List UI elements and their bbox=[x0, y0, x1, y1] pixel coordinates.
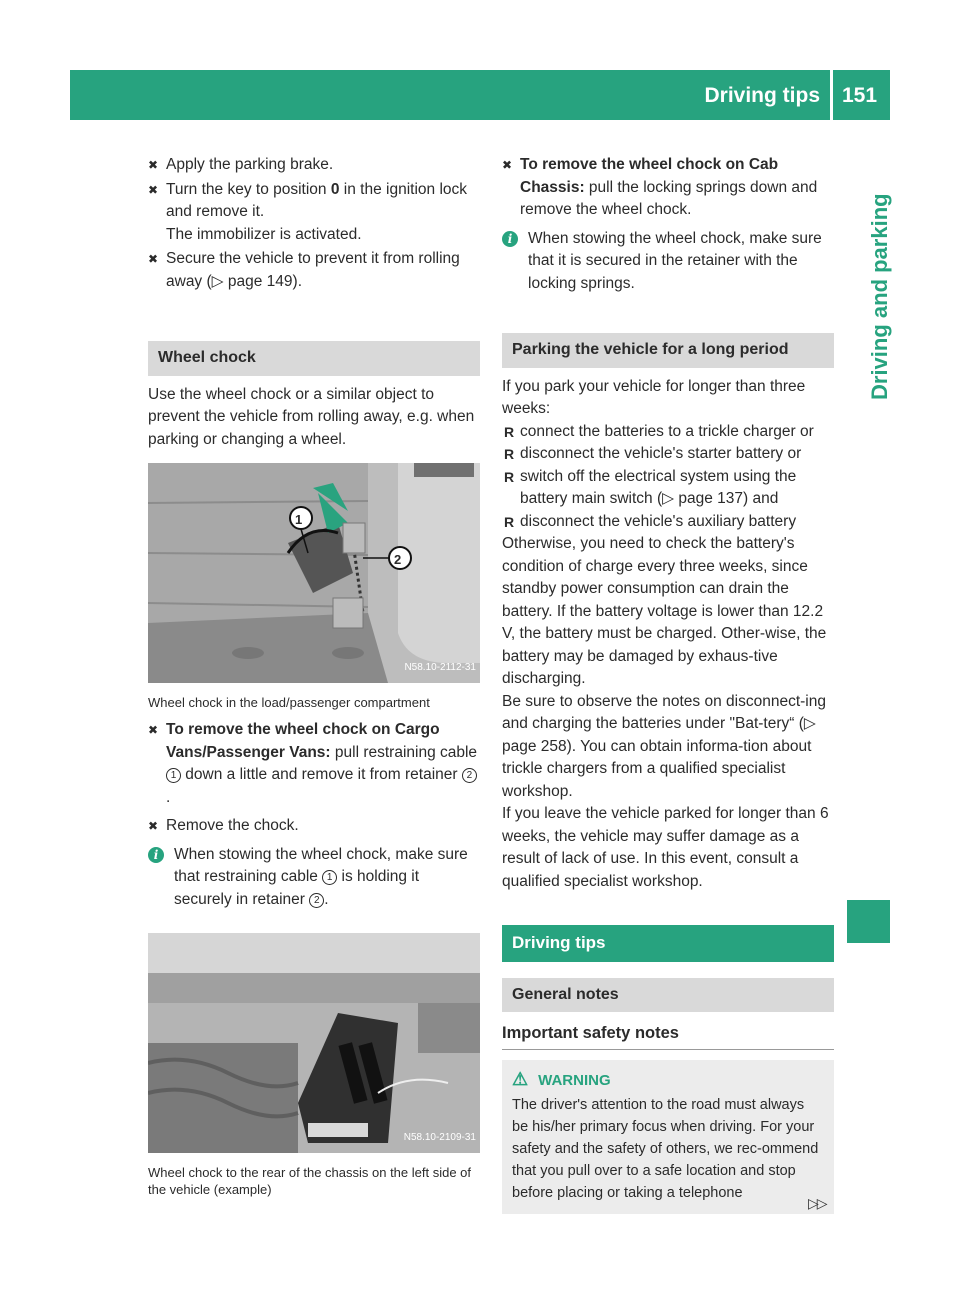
list-item: R switch off the electrical system using the battery main switch (▷ page 137) and bbox=[504, 467, 797, 507]
section-heading: Parking the vehicle for a long period bbox=[502, 333, 834, 368]
info-note: i When stowing the wheel chock, make sure that restraining cable 1 is holding it securely in retainer 2 . bbox=[148, 844, 480, 912]
warning-text: The driver's attention to the road must always be his/her primary focus when driving. For your safety and the safety of others, we rec-ommend that you pull over to a safe location and stop before placing or taking a telephone bbox=[512, 1096, 819, 1201]
callout-1: 1 bbox=[295, 512, 303, 527]
bullet-icon: R bbox=[504, 446, 515, 462]
page-number: 151 bbox=[842, 84, 878, 107]
step-arrow-icon: ✖ bbox=[502, 158, 513, 172]
step-item: ✖ Remove the chock. bbox=[148, 815, 480, 838]
callout-2-inline: 2 bbox=[309, 893, 324, 908]
paragraph: If you leave the vehicle parked for longer than 6 weeks, the vehicle may suffer damage as a result of lack of use. In this event, consult a qualified specialist workshop. bbox=[502, 805, 829, 890]
header-title: Driving tips bbox=[704, 84, 820, 107]
figure-caption: Wheel chock to the rear of the chassis on the left side of the vehicle (example) bbox=[148, 1165, 472, 1197]
step-arrow-icon: ✖ bbox=[148, 182, 159, 197]
right-column bbox=[502, 154, 834, 1214]
figure-caption: Wheel chock in the load/passenger compartment bbox=[148, 695, 430, 710]
figure-code: N58.10-2112-31 bbox=[404, 661, 476, 673]
subheading: Important safety notes bbox=[502, 1024, 679, 1042]
callout-2-inline: 2 bbox=[462, 768, 477, 783]
section-heading: General notes bbox=[502, 978, 834, 1013]
callout-1-inline: 1 bbox=[166, 768, 181, 783]
bullet-icon: R bbox=[504, 423, 515, 440]
step-item: ✖ Apply the parking brake. bbox=[148, 154, 480, 177]
section-heading: Wheel chock bbox=[148, 341, 480, 376]
step-arrow-icon: ✖ bbox=[148, 723, 159, 737]
callout-1-inline: 1 bbox=[322, 870, 337, 885]
callout-2: 2 bbox=[394, 552, 402, 567]
figure-wheel-chock-chassis bbox=[148, 933, 480, 1153]
chapter-heading: Driving tips bbox=[502, 925, 834, 962]
step-item: ✖ Turn the key to position 0 in the ignition lock and remove it. The immobilizer is activated. bbox=[148, 180, 468, 243]
info-icon: i bbox=[148, 847, 164, 863]
warning-triangle-icon: ⚠ bbox=[512, 1068, 529, 1089]
paragraph: Use the wheel chock or a similar object to prevent the vehicle from rolling away, e.g. when parking or changing a wheel. bbox=[148, 385, 475, 448]
info-icon: i bbox=[502, 231, 518, 247]
list-item: R connect the batteries to a trickle charger or bbox=[502, 421, 834, 444]
warning-box bbox=[502, 1060, 834, 1214]
step-item: ✖ To remove the wheel chock on Cargo Vans/Passenger Vans: pull restraining cable 1 down a little and remove it from retainer 2. bbox=[148, 721, 478, 806]
left-column bbox=[148, 154, 480, 1198]
list-item: R disconnect the vehicle's auxiliary battery bbox=[502, 511, 834, 534]
divider bbox=[502, 1049, 834, 1050]
paragraph: If you park your vehicle for longer than three weeks: bbox=[502, 377, 806, 417]
step-item: ✖ To remove the wheel chock on Cab Chassis: pull the locking springs down and remove the wheel chock. bbox=[502, 156, 818, 218]
continued-icon: ▷▷ bbox=[808, 1195, 826, 1211]
warning-header: ⚠ WARNING bbox=[512, 1068, 611, 1089]
list-item: R disconnect the vehicle's starter battery or bbox=[502, 443, 834, 466]
step-arrow-icon: ✖ bbox=[148, 158, 159, 172]
wheel-chock-chassis-image bbox=[148, 933, 480, 1153]
paragraph: Be sure to observe the notes on disconnect-ing and charging the batteries under "Bat-tery“ (▷ page 258). You can obtain informa-tion about trickle chargers from a qualified specialist workshop. bbox=[502, 692, 826, 800]
bullet-icon: R bbox=[504, 468, 515, 485]
step-result: The immobilizer is activated. bbox=[166, 225, 362, 243]
side-tab-label: Driving and parking bbox=[867, 193, 892, 400]
info-note: i When stowing the wheel chock, make sure that it is secured in the retainer with the locking springs. bbox=[502, 228, 834, 296]
figure-code: N58.10-2109-31 bbox=[403, 1131, 476, 1143]
figure-wheel-chock-compartment bbox=[148, 463, 480, 683]
header-divider bbox=[830, 70, 833, 120]
side-tab-marker bbox=[847, 900, 890, 943]
step-item: ✖ Secure the vehicle to prevent it from rolling away (▷ page 149). bbox=[148, 250, 460, 290]
step-arrow-icon: ✖ bbox=[148, 819, 159, 833]
bullet-icon: R bbox=[504, 513, 515, 530]
wheel-chock-compartment-image bbox=[148, 463, 480, 683]
paragraph: Otherwise, you need to check the battery's condition of charge every three weeks, since standby power consumption can drain the battery. If the battery voltage is lower than 12.2 V, the battery must be charged. Other-wise, the battery may be damaged by exhaus-tive discharging. bbox=[502, 535, 827, 687]
step-arrow-icon: ✖ bbox=[148, 252, 159, 266]
